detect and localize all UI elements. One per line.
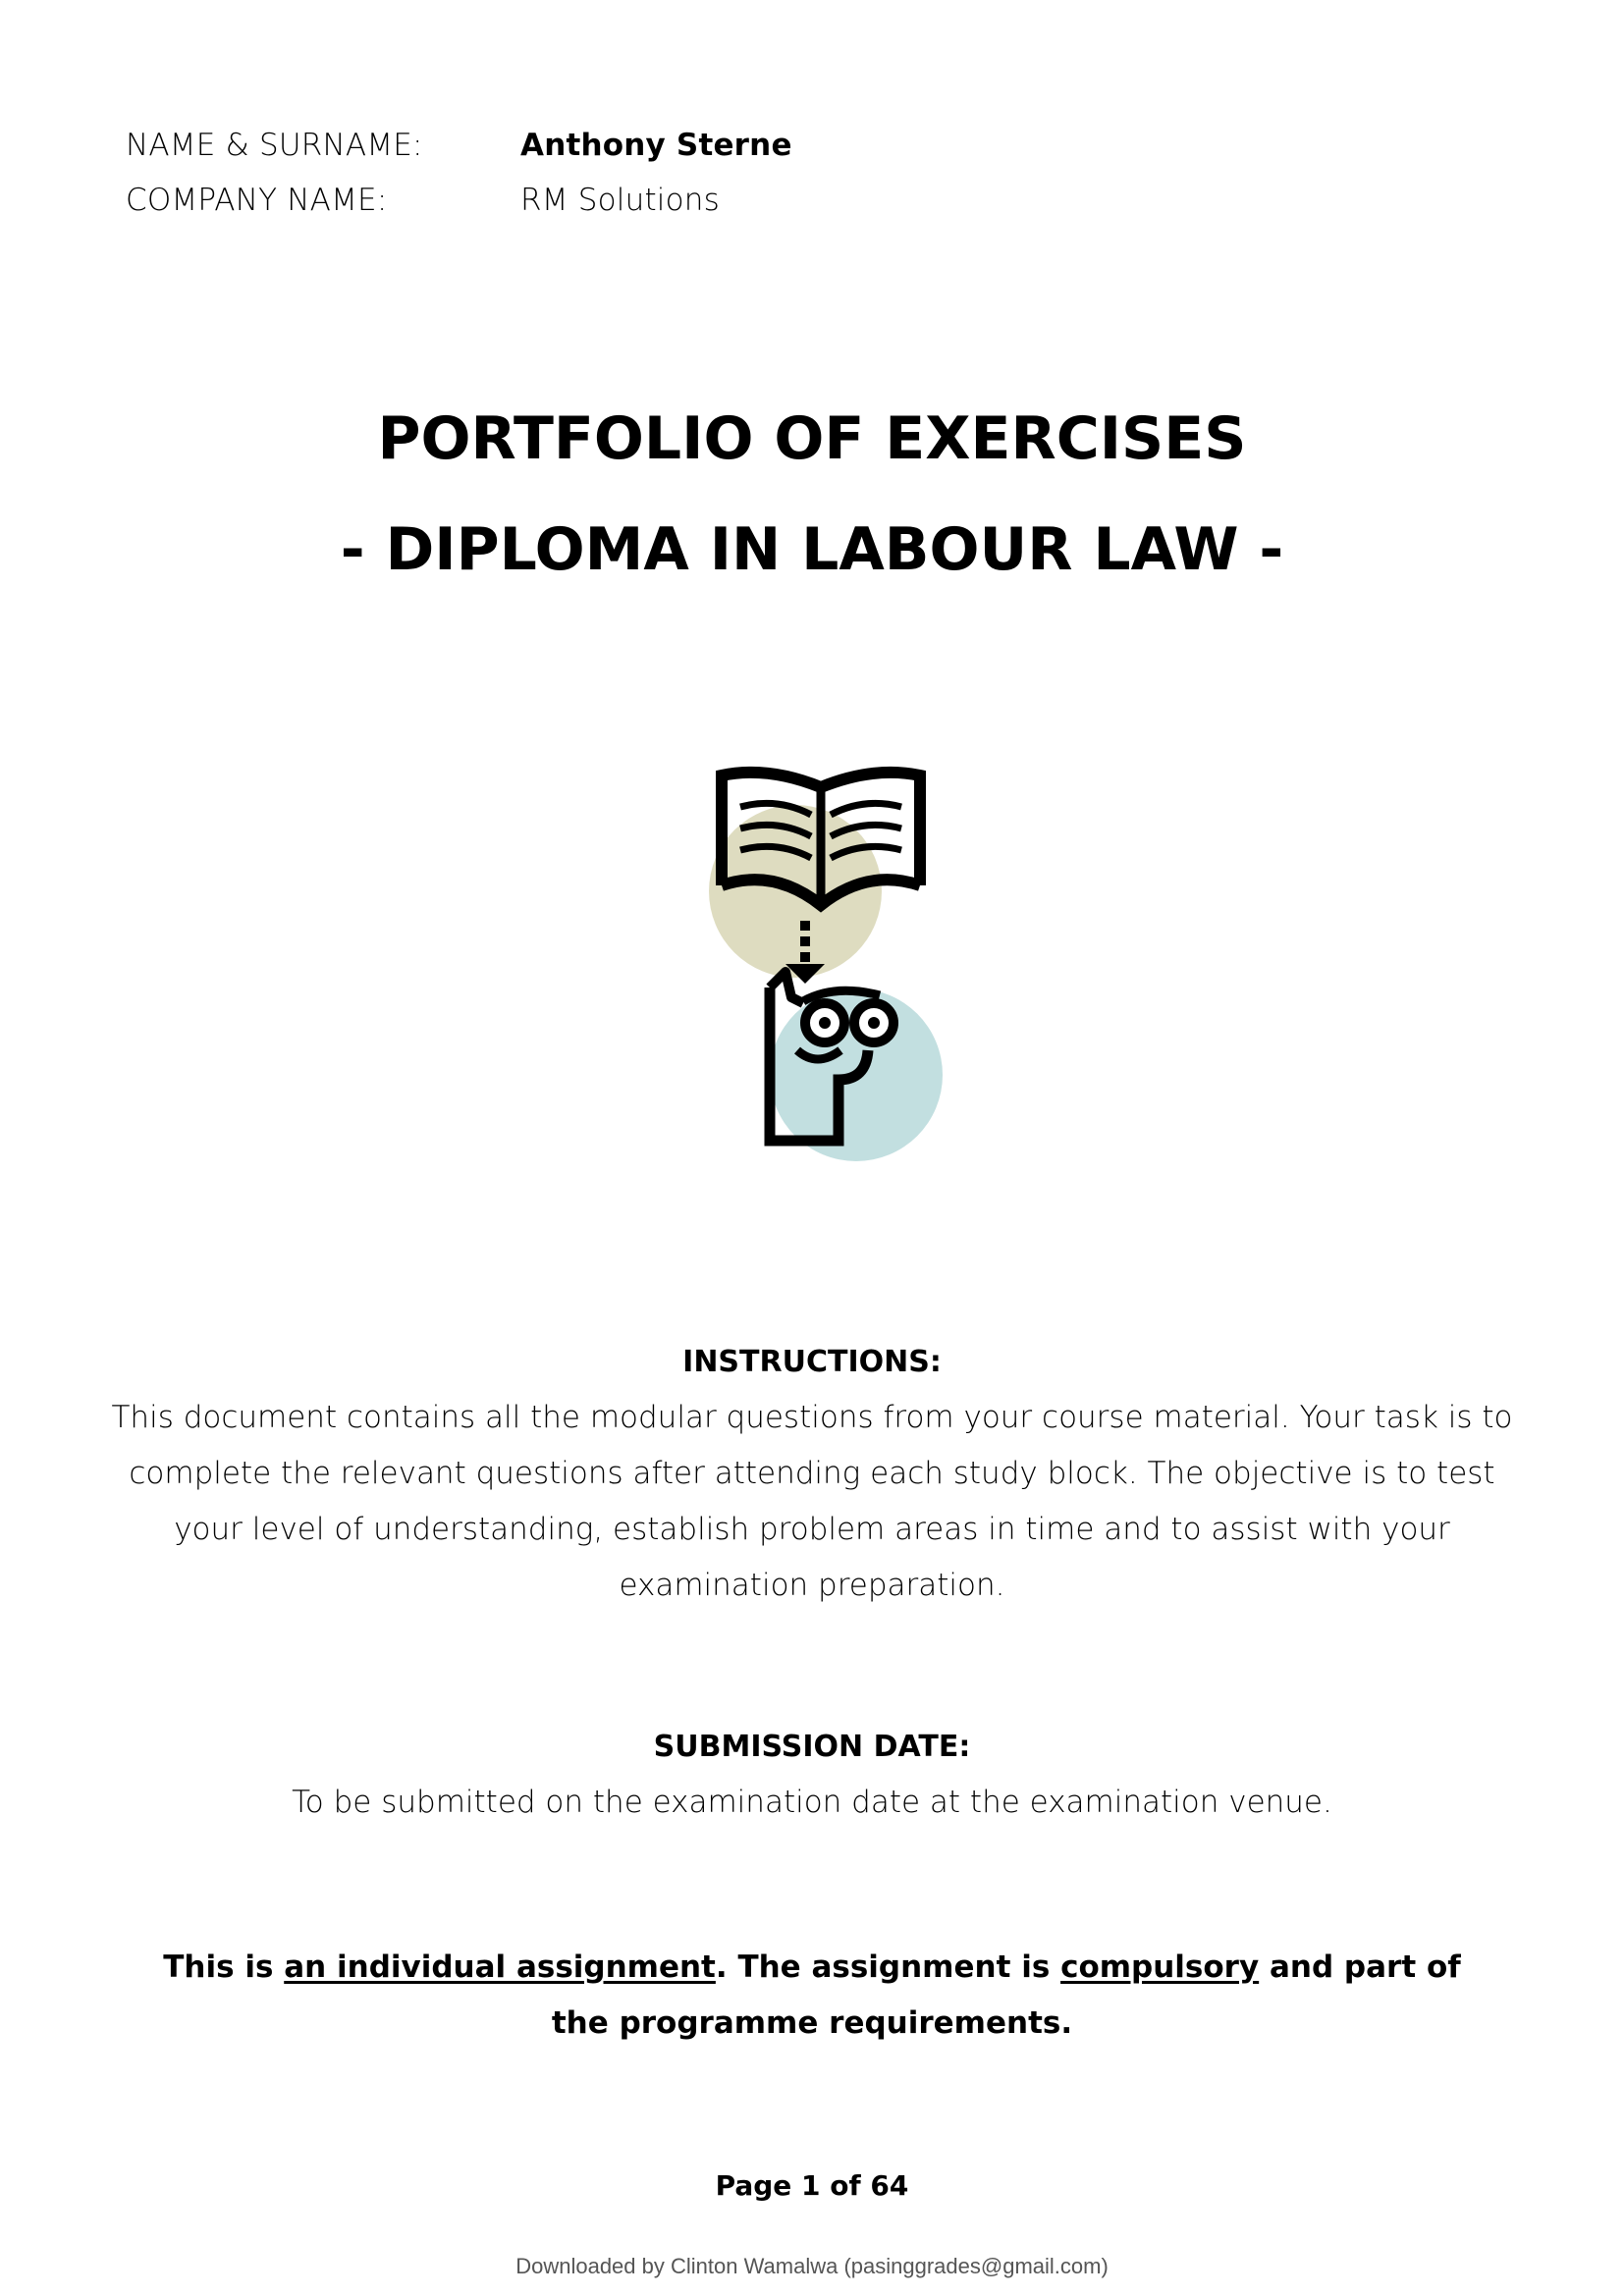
- instructions-heading: INSTRUCTIONS:: [682, 1345, 942, 1379]
- page-number: Page 1 of 64: [715, 2169, 909, 2202]
- note-part-2: . The assignment is: [715, 1949, 1061, 1985]
- download-footer: Downloaded by Clinton Wamalwa (pasinggrades@gmail.com): [515, 2254, 1109, 2278]
- company-value: RM Solutions: [520, 183, 720, 218]
- note-part-1: This is: [163, 1949, 285, 1985]
- assignment-note: [137, 1940, 1487, 2052]
- document-title: PORTFOLIO OF EXERCISES: [377, 404, 1247, 473]
- book-learning-icon: [687, 756, 962, 1168]
- submission-body: To be submitted on the examination date at the examination venue.: [292, 1785, 1332, 1820]
- company-label: COMPANY NAME:: [126, 183, 388, 218]
- note-individual-assignment: an individual assignment: [284, 1949, 716, 1985]
- name-label: NAME & SURNAME:: [126, 128, 423, 163]
- note-compulsory: compulsory: [1060, 1949, 1260, 1985]
- document-subtitle: - DIPLOMA IN LABOUR LAW -: [340, 515, 1284, 584]
- submission-heading: SUBMISSION DATE:: [653, 1730, 971, 1764]
- name-value: Anthony Sterne: [520, 128, 792, 163]
- note-part-3: and part of the programme requirements.: [551, 1949, 1461, 2041]
- instructions-body: This document contains all the modular questions from your course material. Your task is to complete the relevant questions after attending each study block. The objective is to test your level of understanding, establish problem areas in time and to assist with your examination preparation.: [111, 1400, 1513, 1603]
